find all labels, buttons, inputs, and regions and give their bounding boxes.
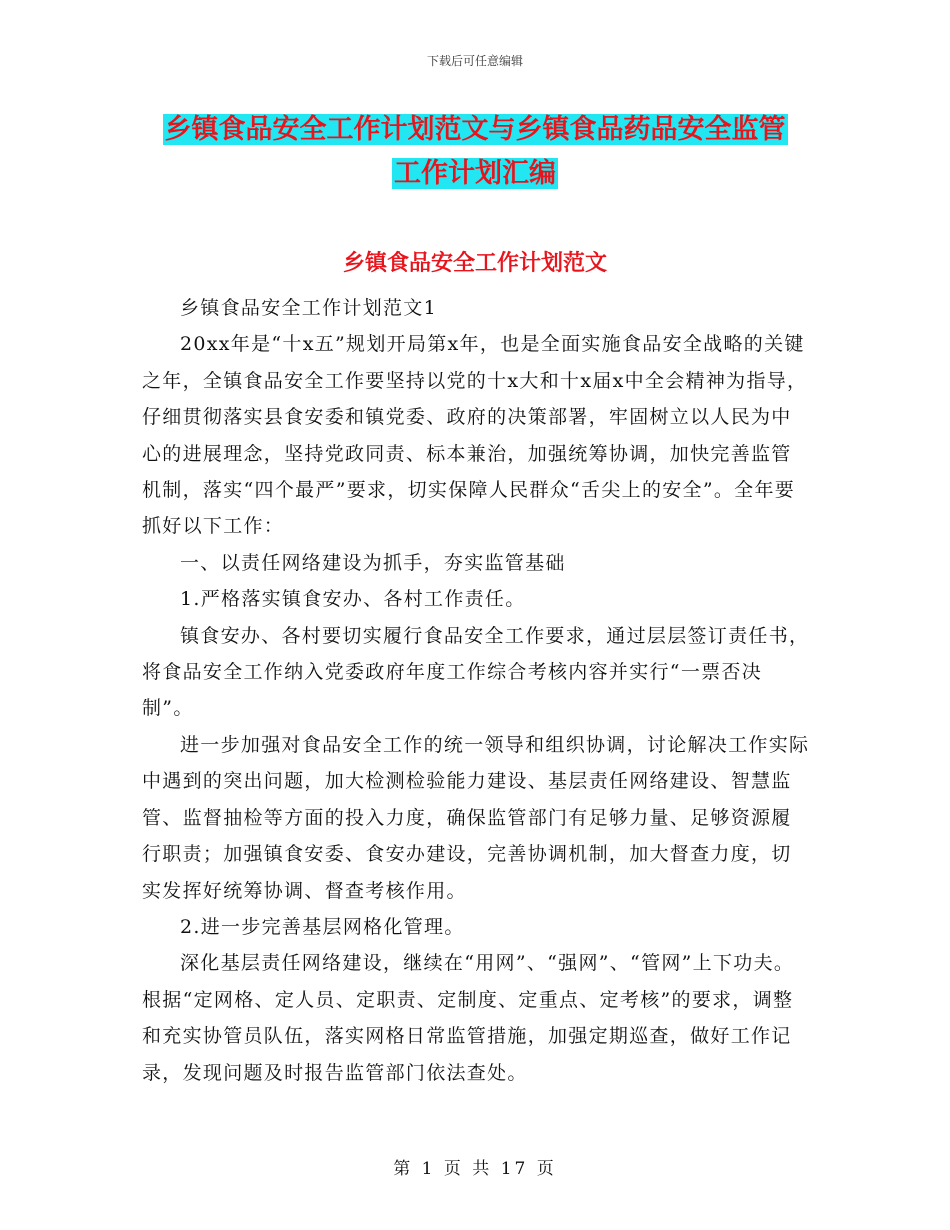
document-body (142, 290, 810, 1091)
paragraph-subheading: 2.进一步完善基层网格化管理。 (180, 915, 465, 938)
document-title-line-2: 工作计划汇编 (394, 158, 556, 189)
header-note: 下载后可任意编辑 (426, 54, 523, 68)
page-number-footer: 第 1 页 共 17 页 (393, 1159, 557, 1179)
paragraph: 20xx年是“十x五”规划开局第x年，也是全面实施食品安全战略的关键之年，全镇食品安全工作要坚持以党的十x大和十x届x中全会精神为指导，仔细贯彻落实县食安委和镇党委、政府的决策部署，牢固树立以人民为中心的进展理念，坚持党政同责、标本兼治，加强统筹协调，加快完善监管机制，落实“四个最严”要求，切实保障人民群众“舌尖上的安全”。全年要抓好以下工作： (142, 333, 808, 538)
paragraph: 进一步加强对食品安全工作的统一领导和组织协调，讨论解决工作实际中遇到的突出问题，加大检测检验能力建设、基层责任网络建设、智慧监管、监督抽检等方面的投入力度，确保监管部门有足够力量、足够资源履行职责；加强镇食安委、食安办建设，完善协调机制，加大督查力度，切实发挥好统筹协调、督查考核作用。 (142, 733, 810, 902)
document-title-line-1: 乡镇食品安全工作计划范文与乡镇食品药品安全监管 (164, 114, 786, 145)
paragraph: 镇食安办、各村要切实履行食品安全工作要求，通过层层签订责任书，将食品安全工作纳入党委政府年度工作综合考核内容并实行“一票否决制”。 (142, 624, 810, 720)
paragraph-heading: 一、以责任网络建设为抓手，夯实监管基础 (180, 551, 566, 574)
paragraph-subtitle: 乡镇食品安全工作计划范文1 (180, 297, 437, 319)
document-title (130, 108, 820, 196)
paragraph: 深化基层责任网络建设，继续在“用网”、“强网”、“管网”上下功夫。根据“定网格、定人员、定职责、定制度、定重点、定考核”的要求，调整和充实协管员队伍，落实网格日常监管措施，加强定期巡查，做好工作记录，发现问题及时报告监管部门依法查处。 (142, 952, 795, 1084)
section-title: 乡镇食品安全工作计划范文 (342, 251, 607, 276)
paragraph-subheading: 1.严格落实镇食安办、各村工作责任。 (180, 588, 526, 611)
